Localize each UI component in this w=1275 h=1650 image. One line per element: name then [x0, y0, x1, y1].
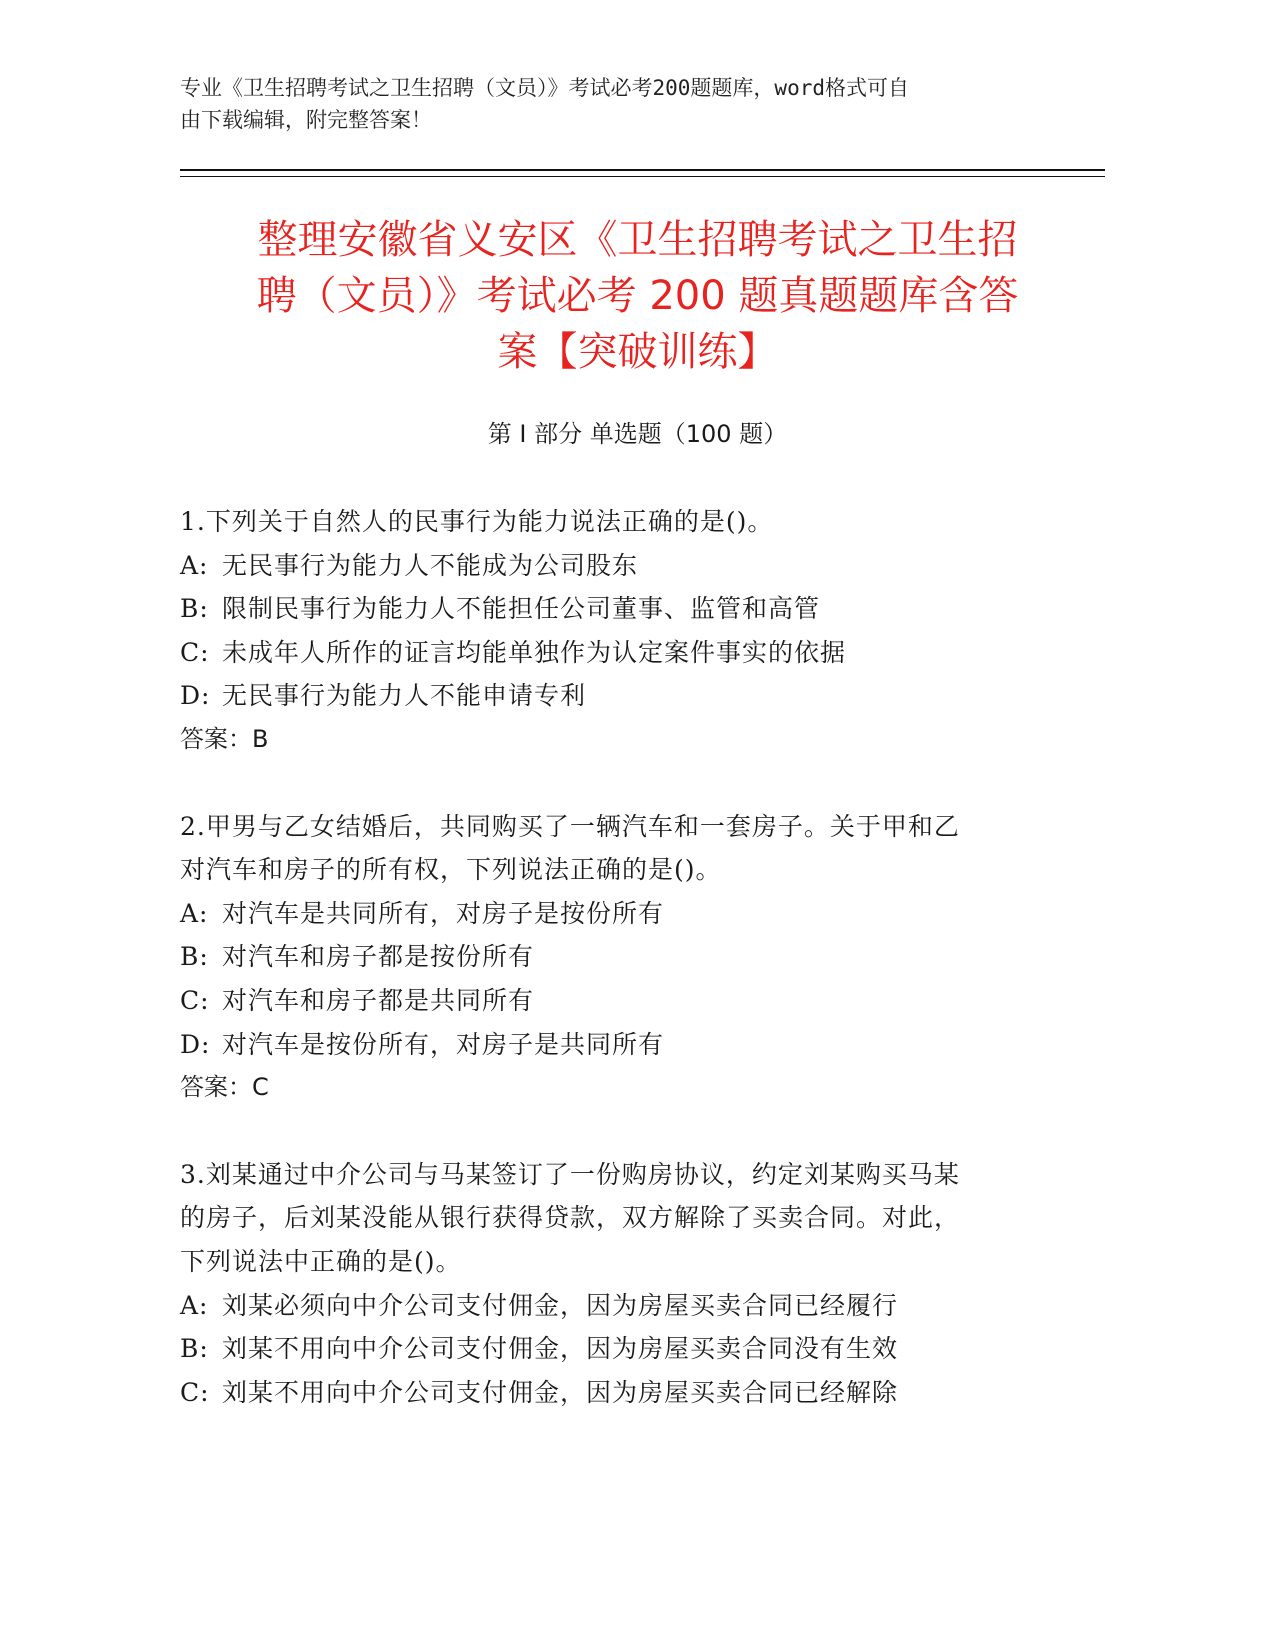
option-letter: C: [180, 985, 210, 1015]
document-title [180, 212, 1095, 380]
option-letter: A: [180, 550, 209, 580]
answer-option [180, 631, 1020, 675]
question-stem-line: 的房子，后刘某没能从银行获得贷款，双方解除了买卖合同。对此， [180, 1203, 961, 1233]
header-divider-thin [180, 176, 1105, 177]
option-letter: B: [180, 594, 209, 624]
header-divider [180, 169, 1105, 171]
question-stem-line: 下列说法中正确的是()。 [180, 1246, 462, 1276]
answer-option [180, 979, 1020, 1023]
answer-key: 答案：C [180, 1073, 269, 1102]
header-note-line: 由下载编辑，附完整答案！ [180, 108, 432, 132]
question-stem-line: 1.下列关于自然人的民事行为能力说法正确的是()。 [180, 507, 774, 536]
option-text: 对汽车和房子都是按份所有 [222, 942, 535, 972]
option-letter: A: [180, 898, 209, 928]
option-letter: D: [180, 1029, 211, 1059]
option-text: 刘某不用向中介公司支付佣金，因为房屋买卖合同已经解除 [222, 1377, 899, 1407]
option-letter: B: [180, 1334, 209, 1364]
header-note [180, 72, 1040, 136]
option-text: 对汽车是按份所有，对房子是共同所有 [222, 1029, 665, 1059]
answer-option [180, 1023, 1020, 1067]
answer-option [180, 935, 1020, 979]
answer-option [180, 1371, 1020, 1415]
option-letter: B: [180, 942, 209, 972]
option-text: 对汽车是共同所有，对房子是按份所有 [222, 898, 665, 928]
option-letter: C: [180, 637, 210, 667]
option-letter: D: [180, 681, 211, 711]
option-text: 限制民事行为能力人不能担任公司董事、监管和高管 [222, 594, 821, 624]
question-block [180, 805, 1020, 1110]
title-line: 整理安徽省义安区《卫生招聘考试之卫生招 [257, 217, 1018, 263]
title-line: 案【突破训练】 [497, 329, 778, 375]
answer-option [180, 674, 1020, 718]
answer-option [180, 544, 1020, 588]
option-text: 无民事行为能力人不能成为公司股东 [222, 550, 639, 580]
answer-option [180, 892, 1020, 936]
question-stem-line: 对汽车和房子的所有权，下列说法正确的是()。 [180, 855, 722, 885]
question-list [180, 500, 1020, 1457]
answer-option [180, 1284, 1020, 1328]
header-note-line: 专业《卫生招聘考试之卫生招聘（文员）》考试必考200题题库，word格式可自 [180, 76, 909, 100]
option-text: 刘某不用向中介公司支付佣金，因为房屋买卖合同没有生效 [222, 1334, 899, 1364]
answer-option [180, 587, 1020, 631]
answer-option [180, 1327, 1020, 1371]
option-letter: C: [180, 1377, 210, 1407]
option-text: 刘某必须向中介公司支付佣金，因为房屋买卖合同已经履行 [222, 1290, 899, 1320]
question-block [180, 500, 1020, 762]
question-stem-line: 2.甲男与乙女结婚后，共同购买了一辆汽车和一套房子。关于甲和乙 [180, 811, 960, 841]
question-block [180, 1153, 1020, 1415]
option-text: 对汽车和房子都是共同所有 [222, 985, 535, 1015]
title-line: 聘（文员）》考试必考 200 题真题题库含答 [256, 273, 1019, 319]
option-text: 无民事行为能力人不能申请专利 [222, 681, 587, 711]
section-title: 第 I 部分 单选题（100 题） [487, 420, 788, 448]
option-text: 未成年人所作的证言均能单独作为认定案件事实的依据 [222, 637, 847, 667]
answer-key: 答案：B [180, 724, 269, 753]
question-stem-line: 3.刘某通过中介公司与马某签订了一份购房协议，约定刘某购买马某 [180, 1159, 960, 1189]
option-letter: A: [180, 1290, 209, 1320]
